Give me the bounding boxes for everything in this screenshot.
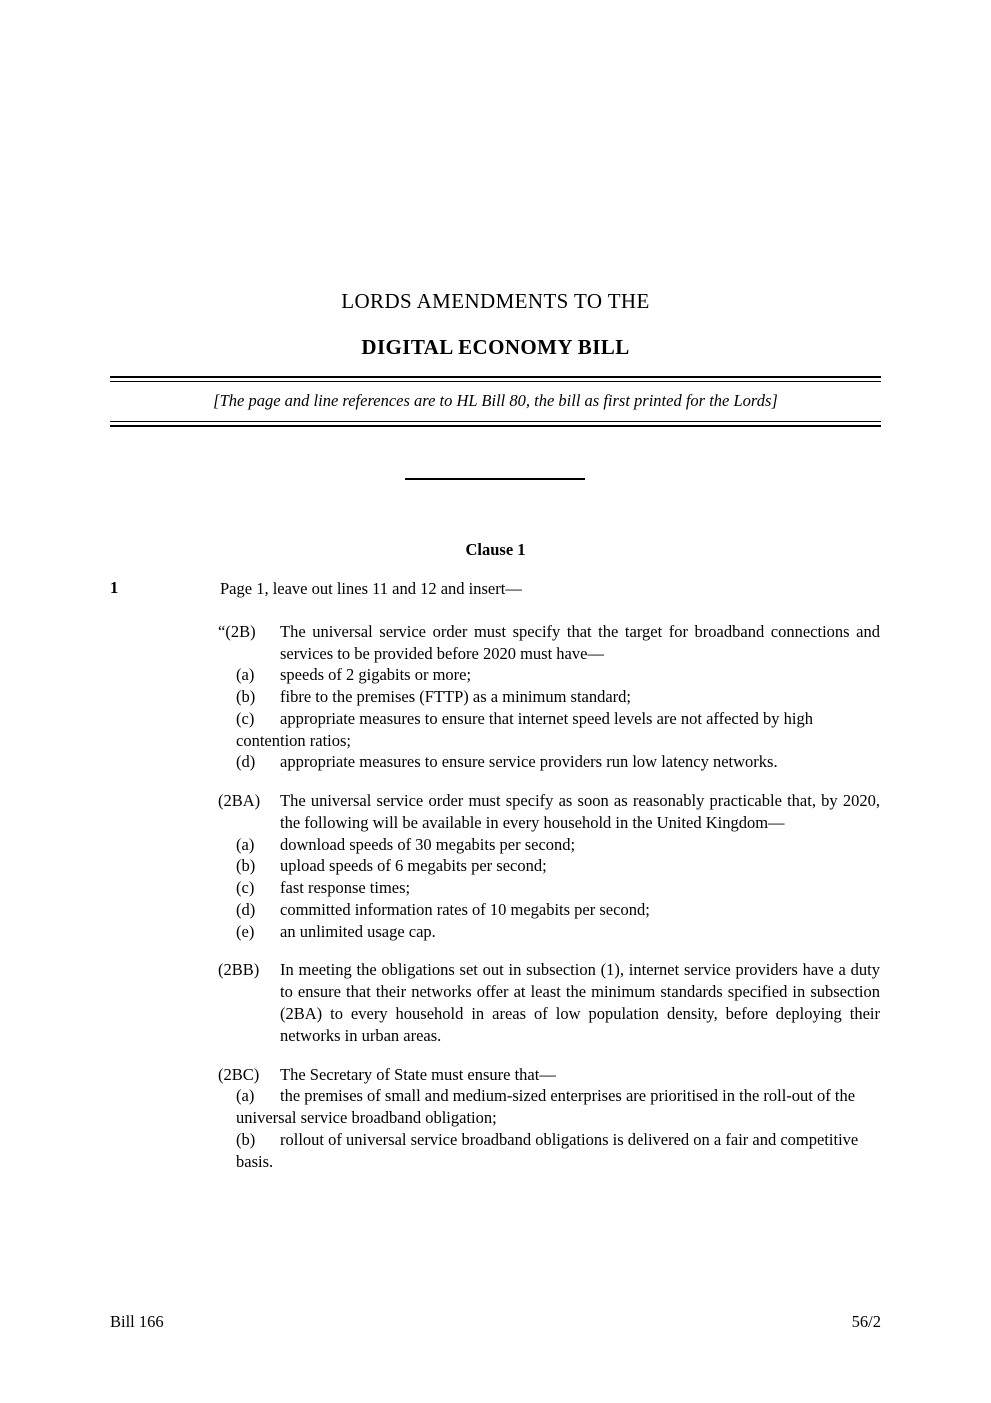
list-item — [236, 664, 880, 686]
list-item — [236, 855, 880, 877]
list-item-marker: (a) — [236, 1086, 255, 1106]
list-item-text: fibre to the premises (FTTP) as a minimum standard; — [280, 687, 632, 707]
list-item-marker: (a) — [236, 665, 255, 685]
list-item-text: appropriate measures to ensure that internet speed levels are not affected by high contention ratios; — [236, 708, 813, 750]
subsection-2BA — [218, 790, 880, 942]
subsection-text: The universal service order must specify as soon as reasonably practicable that, by 2020, the following will be available in every household in the United Kingdom— — [280, 791, 880, 832]
list-item-text: fast response times; — [280, 878, 411, 898]
page-footer — [110, 1312, 881, 1332]
subsection-2BC-item-list — [218, 1085, 880, 1172]
subsection-2B-item-list — [218, 664, 880, 773]
list-item-text: rollout of universal service broadband obligations is delivered on a fair and competitive basis. — [236, 1129, 859, 1171]
subsection-2BB — [218, 959, 880, 1046]
subsection-2BA-item-list — [218, 834, 880, 943]
list-item — [236, 751, 880, 773]
list-item-marker: (d) — [236, 899, 256, 919]
subsection-marker: (2BC) — [218, 1064, 260, 1084]
list-item-text: the premises of small and medium-sized enterprises are prioritised in the roll-out of the universal service broadband obligation; — [236, 1086, 856, 1128]
list-item — [236, 686, 880, 708]
list-item-marker: (b) — [236, 856, 256, 876]
subsection-text: The universal service order must specify that the target for broadband connections and services to be provided before 2020 must have— — [280, 621, 880, 663]
document-title-block — [110, 288, 881, 362]
list-item-text: an unlimited usage cap. — [280, 921, 436, 941]
footer-page-reference: 56/2 — [851, 1312, 881, 1331]
subsection-marker: (2BB) — [218, 960, 260, 980]
list-item — [236, 708, 880, 752]
list-item — [236, 834, 880, 856]
document-body — [0, 540, 991, 1189]
list-item — [236, 877, 880, 899]
list-item-text: appropriate measures to ensure service providers run low latency networks. — [280, 752, 778, 772]
amendment-number: 1 — [110, 578, 119, 597]
list-item-marker: (d) — [236, 752, 256, 772]
list-item-marker: (a) — [236, 834, 255, 854]
list-item-text: upload speeds of 6 megabits per second; — [280, 856, 547, 876]
reference-note-text: [The page and line references are to HL Bill 80, the bill as first printed for the Lords] — [213, 391, 778, 410]
list-item-marker: (b) — [236, 687, 256, 707]
list-item-text: committed information rates of 10 megabits per second; — [280, 899, 650, 919]
list-item — [236, 1129, 880, 1173]
list-item-marker: (b) — [236, 1129, 256, 1149]
document-title-line-1: LORDS AMENDMENTS TO THE — [341, 289, 650, 313]
list-item — [236, 899, 880, 921]
section-divider-rule — [405, 478, 585, 480]
list-item-text: speeds of 2 gigabits or more; — [280, 665, 472, 685]
reference-note-band — [110, 376, 881, 427]
subsection-text: The Secretary of State must ensure that— — [280, 1064, 556, 1084]
list-item-marker: (c) — [236, 878, 255, 898]
list-item — [236, 921, 880, 943]
clause-heading: Clause 1 — [465, 540, 526, 559]
amendment-instruction-line — [0, 578, 991, 600]
amendment-instruction-text: Page 1, leave out lines 11 and 12 and insert— — [220, 579, 522, 598]
subsection-marker: “(2B) — [218, 621, 256, 641]
list-item-marker: (e) — [236, 921, 255, 941]
footer-bill-number: Bill 166 — [110, 1312, 164, 1331]
list-item — [236, 1085, 880, 1129]
list-item-text: download speeds of 30 megabits per second; — [280, 834, 576, 854]
subsection-2BC — [218, 1064, 880, 1173]
subsection-marker: (2BA) — [218, 791, 261, 811]
rule-bottom-thick — [110, 425, 881, 427]
list-item-marker: (c) — [236, 708, 255, 728]
document-title-line-2: DIGITAL ECONOMY BILL — [361, 335, 630, 360]
subsection-text: In meeting the obligations set out in subsection (1), internet service providers have a duty to ensure that their networks offer at least the minimum standards specified in subsection (2BA) to every household in areas of low population density, before deploying their networks in urban areas. — [280, 960, 880, 1045]
subsection-2B — [218, 621, 880, 773]
